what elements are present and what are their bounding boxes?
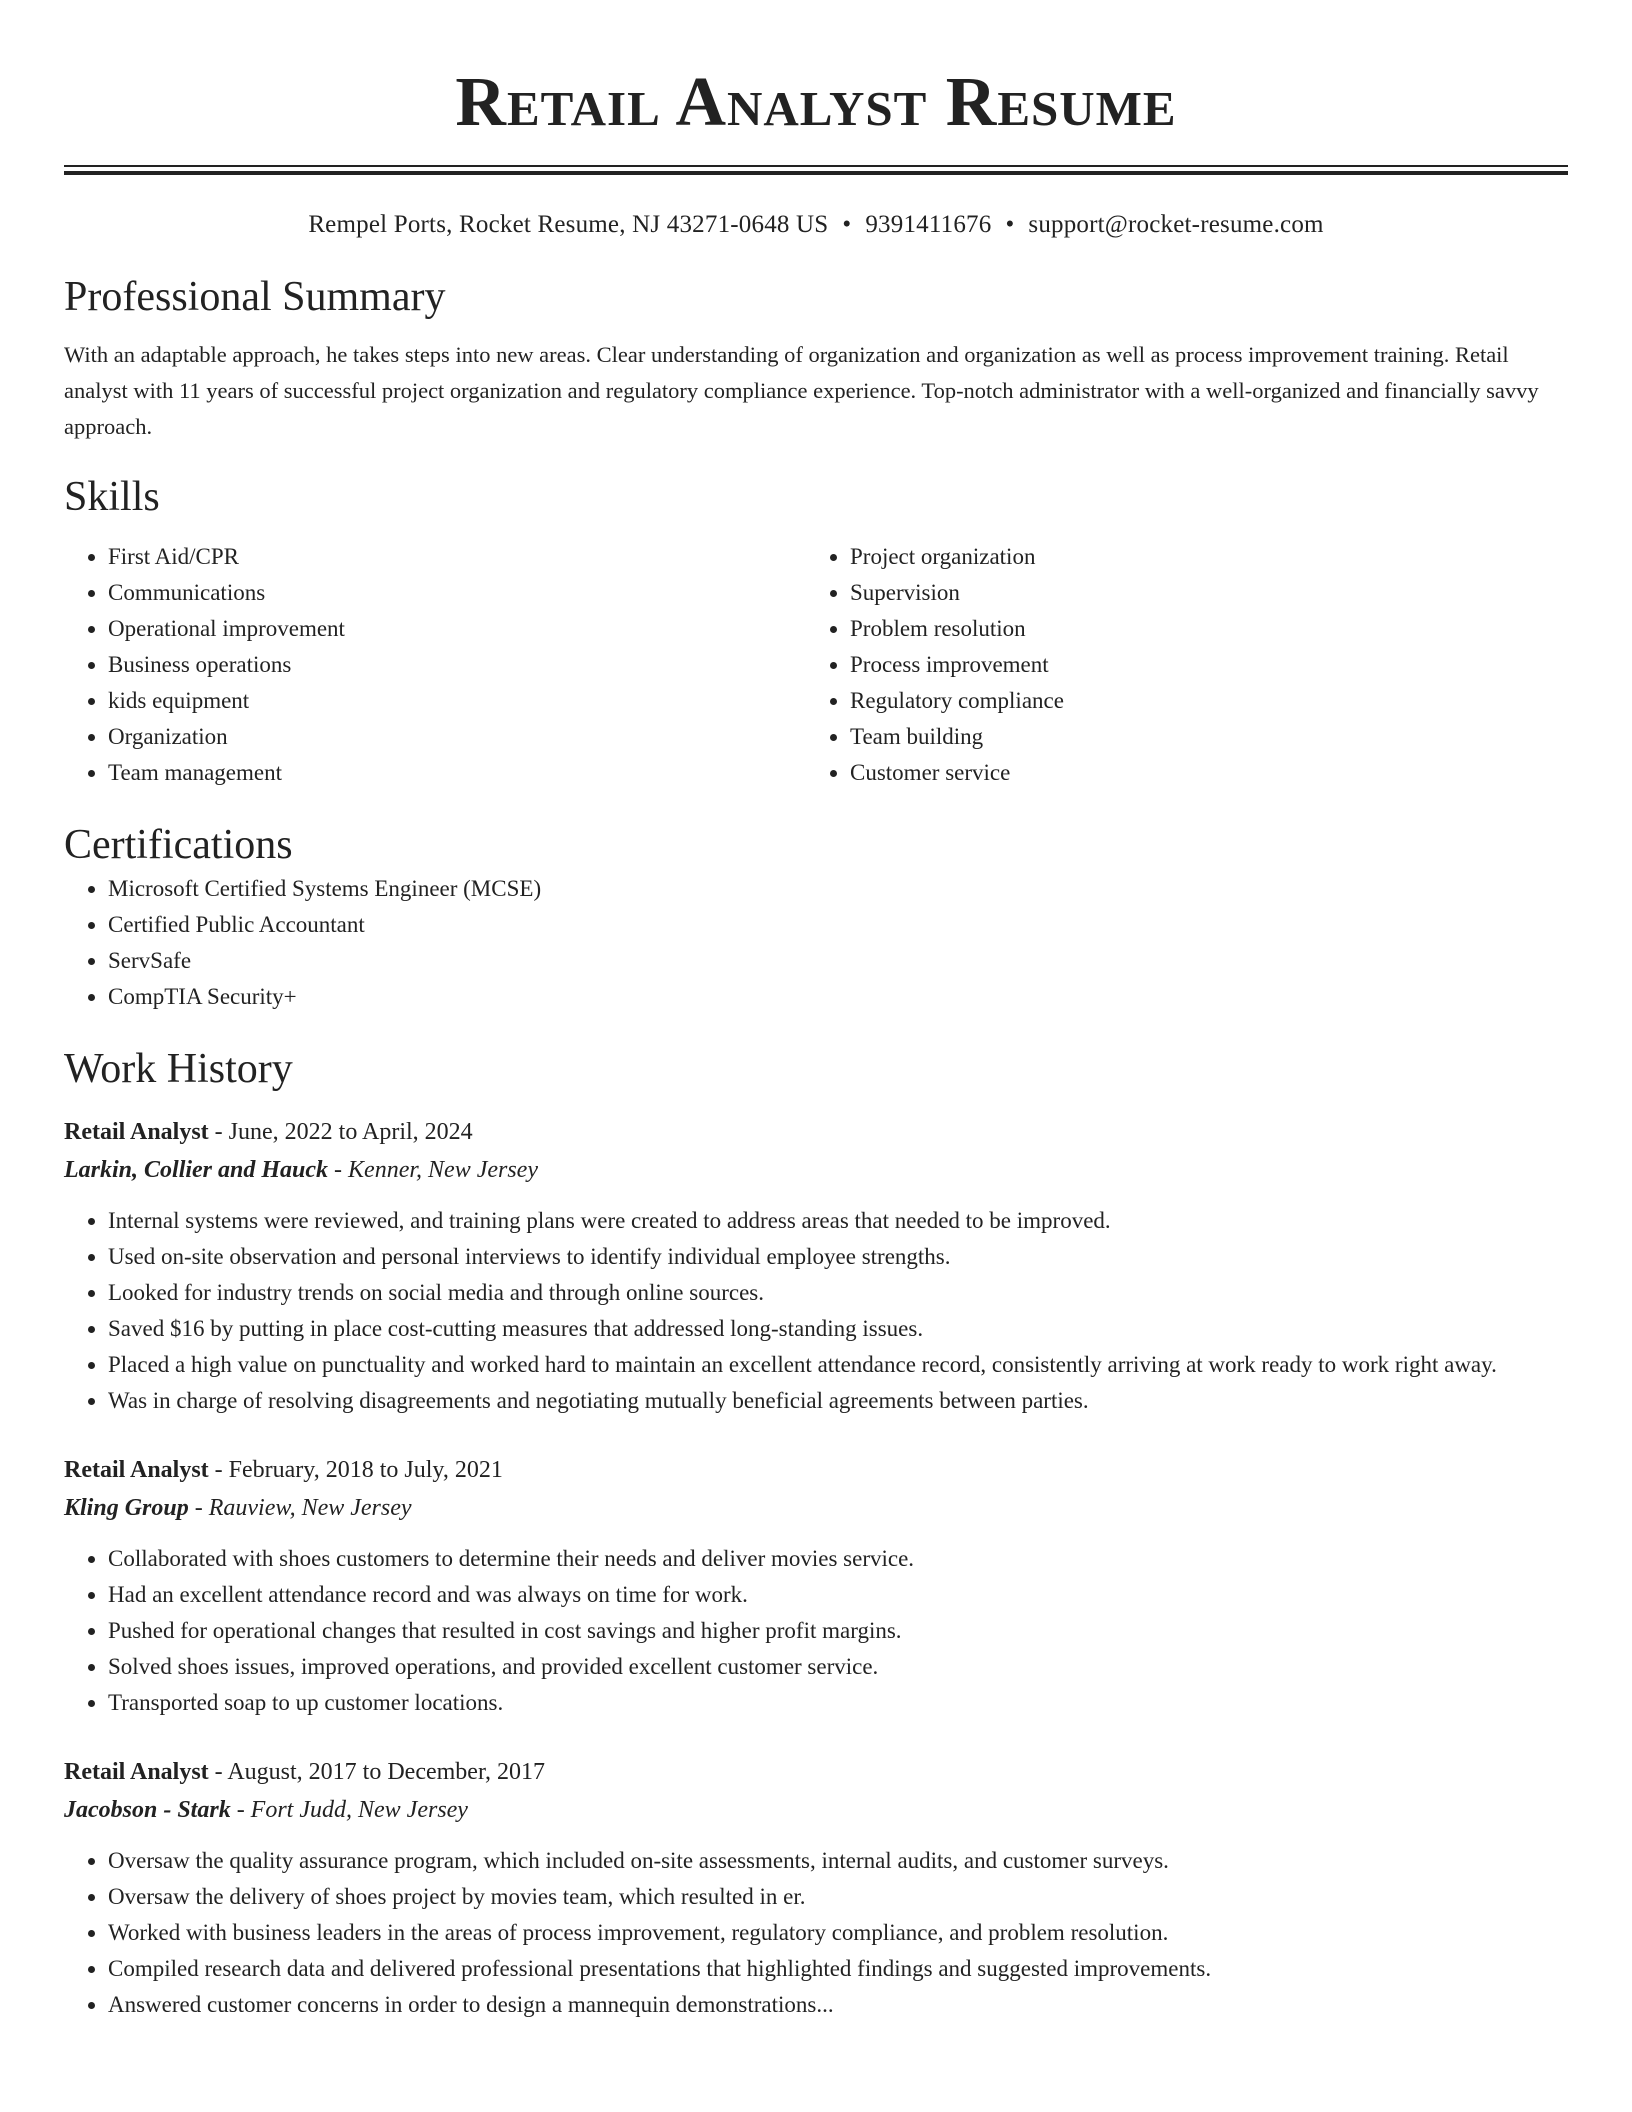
contact-address: Rempel Ports, Rocket Resume, NJ 43271-0648 US (308, 211, 829, 238)
certification-item: • CompTIA Security+ (108, 979, 1568, 1015)
certifications-heading: Certifications (64, 822, 293, 868)
skill-item: • Supervision (850, 575, 1548, 611)
skill-item: • Team management (108, 755, 806, 791)
contact-email[interactable]: support@rocket-resume.com (1028, 211, 1324, 238)
job-dates: - February, 2018 to July, 2021 (208, 1457, 503, 1483)
summary-heading: Professional Summary (64, 274, 446, 320)
job-entry (64, 1113, 1568, 1419)
job-bullet: • Oversaw the quality assurance program, which included on-site assessments, internal audits, and customer surveys. (108, 1843, 1568, 1879)
skill-item: • Business operations (108, 647, 806, 683)
job-bullet: • Transported soap to up customer locations. (108, 1685, 1568, 1721)
work-history-heading: Work History (64, 1046, 293, 1092)
skill-item: • Team building (850, 719, 1548, 755)
contact-separator: • (842, 211, 852, 238)
job-bullet: • Saved $16 by putting in place cost-cutting measures that addressed long-standing issues. (108, 1311, 1568, 1347)
contact-line (64, 209, 1568, 241)
skill-item: • Organization (108, 719, 806, 755)
job-entry (64, 1753, 1568, 2023)
certification-item: • Certified Public Accountant (108, 907, 1568, 943)
job-location: - Rauview, New Jersey (188, 1495, 412, 1521)
job-bullet: • Was in charge of resolving disagreements and negotiating mutually beneficial agreements between parties. (108, 1383, 1568, 1419)
job-bullet: • Collaborated with shoes customers to determine their needs and deliver movies service. (108, 1541, 1568, 1577)
certification-item: • Microsoft Certified Systems Engineer (MCSE) (108, 871, 1568, 907)
job-title-line (64, 1451, 1568, 1489)
job-dates: - August, 2017 to December, 2017 (208, 1759, 545, 1785)
job-company-line (64, 1791, 1568, 1829)
job-bullet: • Looked for industry trends on social media and through online sources. (108, 1275, 1568, 1311)
job-bullet: • Solved shoes issues, improved operations, and provided excellent customer service. (108, 1649, 1568, 1685)
job-bullet: • Oversaw the delivery of shoes project by movies team, which resulted in er. (108, 1879, 1568, 1915)
title-divider (64, 165, 1568, 175)
certification-item: • ServSafe (108, 943, 1568, 979)
job-bullets (64, 1203, 1568, 1419)
job-entry (64, 1451, 1568, 1721)
skill-item: • First Aid/CPR (108, 539, 806, 575)
skill-item: • Communications (108, 575, 806, 611)
job-company: Kling Group (64, 1495, 189, 1521)
job-bullet: • Used on-site observation and personal interviews to identify individual employee strengths. (108, 1239, 1568, 1275)
job-location: - Fort Judd, New Jersey (230, 1797, 468, 1823)
job-bullet: • Pushed for operational changes that resulted in cost savings and higher profit margins. (108, 1613, 1568, 1649)
job-bullet: • Had an excellent attendance record and was always on time for work. (108, 1577, 1568, 1613)
resume-page (64, 0, 1568, 2023)
skills-right-column (806, 539, 1548, 791)
skill-item: • Operational improvement (108, 611, 806, 647)
job-bullet: • Placed a high value on punctuality and worked hard to maintain an excellent attendance record, consistently arriving at work ready to work right away. (108, 1347, 1568, 1383)
skills-list (64, 539, 1568, 791)
job-title: Retail Analyst (64, 1457, 209, 1483)
skill-item: • Regulatory compliance (850, 683, 1548, 719)
skills-heading: Skills (64, 474, 160, 520)
skill-item: • kids equipment (108, 683, 806, 719)
job-title-line (64, 1113, 1568, 1151)
job-title-line (64, 1753, 1568, 1791)
job-company-line (64, 1489, 1568, 1527)
job-bullets (64, 1541, 1568, 1721)
job-bullet: • Compiled research data and delivered professional presentations that highlighted findings and suggested improvements. (108, 1951, 1568, 1987)
job-bullet: • Answered customer concerns in order to design a mannequin demonstrations... (108, 1987, 1568, 2023)
job-company-line (64, 1151, 1568, 1189)
summary-text: With an adaptable approach, he takes steps into new areas. Clear understanding of organization and organization as well as process improvement training. Retail analyst with 11 years of successful project organization and regulatory compliance experience. Top-notch administrator with a well-organized and financially savvy approach. (64, 342, 1539, 439)
skills-left-column (64, 539, 806, 791)
job-title: Retail Analyst (64, 1759, 209, 1785)
job-bullets (64, 1843, 1568, 2023)
skill-item: • Project organization (850, 539, 1548, 575)
job-company: Jacobson - Stark (64, 1797, 231, 1823)
skill-item: • Customer service (850, 755, 1548, 791)
job-dates: - June, 2022 to April, 2024 (208, 1119, 473, 1145)
contact-separator: • (1005, 211, 1015, 238)
work-history-list (64, 1113, 1568, 2023)
job-company: Larkin, Collier and Hauck (64, 1157, 329, 1183)
job-bullet: • Internal systems were reviewed, and training plans were created to address areas that needed to be improved. (108, 1203, 1568, 1239)
skill-item: • Process improvement (850, 647, 1548, 683)
certifications-list (64, 871, 1568, 1015)
skill-item: • Problem resolution (850, 611, 1548, 647)
resume-title: Retail Analyst Resume (455, 64, 1177, 141)
contact-phone: 9391411676 (865, 211, 992, 238)
job-title: Retail Analyst (64, 1119, 209, 1145)
job-location: - Kenner, New Jersey (328, 1157, 538, 1183)
job-bullet: • Worked with business leaders in the areas of process improvement, regulatory compliance, and problem resolution. (108, 1915, 1568, 1951)
